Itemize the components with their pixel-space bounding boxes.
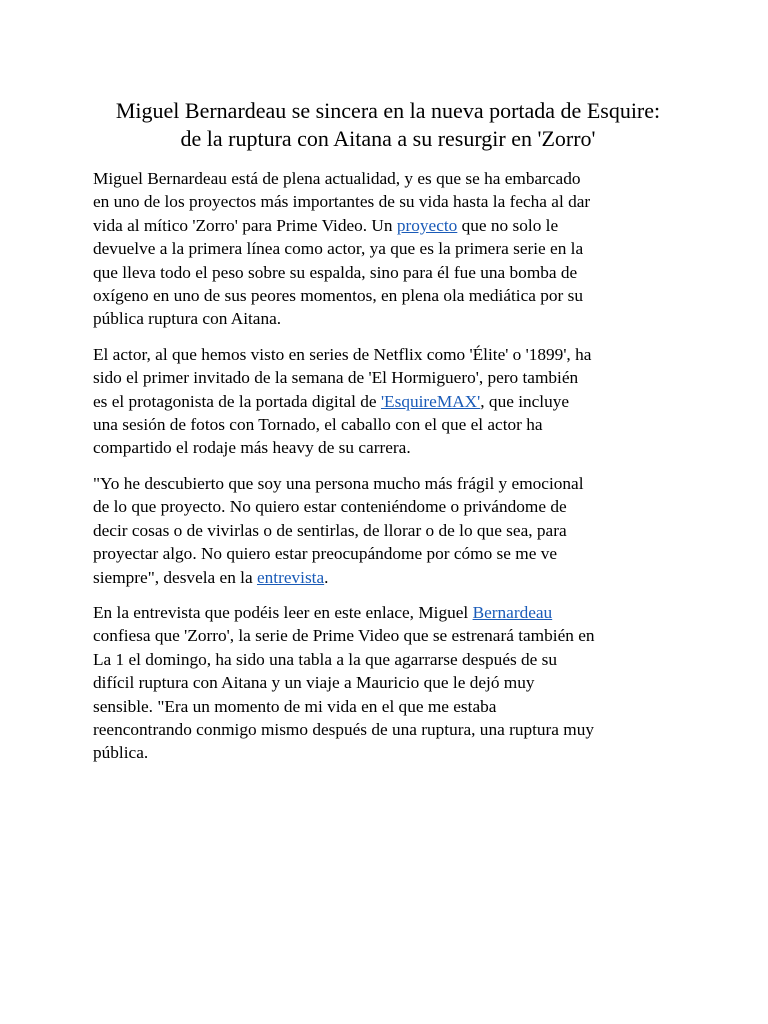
text-line: oxígeno en uno de sus peores momentos, en plena ola mediática por su [93, 286, 583, 306]
article-title [93, 97, 683, 153]
text-line: reencontrando conmigo mismo después de una ruptura, una ruptura muy [93, 719, 595, 739]
title-line: de la ruptura con Aitana a su resurgir en 'Zorro' [180, 126, 596, 151]
paragraph-3 [93, 472, 683, 589]
text-line: pública ruptura con Aitana. [93, 309, 282, 329]
esquiremax-link[interactable]: 'EsquireMAX' [380, 391, 481, 411]
text-line: proyectar algo. No quiero estar preocupándome por cómo se me ve [93, 544, 558, 564]
text-line: en uno de los proyectos más importantes de su vida hasta la fecha al dar [93, 192, 591, 212]
text-run: , que incluye [480, 391, 570, 411]
paragraph-1 [93, 167, 683, 331]
text-line: decir cosas o de vivirlas o de sentirlas, de llorar o de lo que sea, para [93, 520, 567, 540]
text-line: "Yo he descubierto que soy una persona mucho más frágil y emocional [93, 473, 584, 493]
title-line: Miguel Bernardeau se sincera en la nueva portada de Esquire: [115, 98, 661, 123]
entrevista-link[interactable]: entrevista [256, 567, 325, 587]
text-line: sido el primer invitado de la semana de 'El Hormiguero', pero también [93, 368, 579, 388]
text-run: que no solo le [457, 215, 559, 235]
text-line: pública. [93, 743, 149, 763]
text-line: difícil ruptura con Aitana y un viaje a Mauricio que le dejó muy [93, 673, 535, 693]
text-run: siempre", desvela en la [93, 567, 257, 587]
text-line: una sesión de fotos con Tornado, el caballo con el que el actor ha [93, 415, 543, 435]
proyecto-link[interactable]: proyecto [396, 215, 458, 235]
text-run: vida al mítico 'Zorro' para Prime Video. Un [93, 215, 397, 235]
text-run: es el protagonista de la portada digital de [93, 391, 381, 411]
paragraph-4 [93, 601, 683, 765]
text-line: que lleva todo el peso sobre su espalda, sino para él fue una bomba de [93, 262, 578, 282]
text-line: devuelve a la primera línea como actor, ya que es la primera serie en la [93, 239, 584, 259]
document-page [93, 97, 683, 777]
text-run: En la entrevista que podéis leer en este enlace, Miguel [93, 602, 473, 622]
text-line [93, 214, 683, 237]
text-line: confiesa que 'Zorro', la serie de Prime Video que se estrenará también en [93, 626, 595, 646]
text-line: sensible. "Era un momento de mi vida en el que me estaba [93, 696, 497, 716]
text-line: El actor, al que hemos visto en series de Netflix como 'Élite' o '1899', ha [93, 344, 592, 364]
text-line [93, 390, 683, 413]
paragraph-2 [93, 343, 683, 460]
text-run: . [324, 567, 329, 587]
text-line: La 1 el domingo, ha sido una tabla a la que agarrarse después de su [93, 649, 558, 669]
text-line [93, 601, 683, 624]
text-line: de lo que proyecto. No quiero estar conteniéndome o privándome de [93, 497, 567, 517]
text-line [93, 566, 683, 589]
text-line: compartido el rodaje más heavy de su carrera. [93, 438, 411, 458]
bernardeau-link[interactable]: Bernardeau [472, 602, 553, 622]
text-line: Miguel Bernardeau está de plena actualidad, y es que se ha embarcado [93, 169, 581, 188]
